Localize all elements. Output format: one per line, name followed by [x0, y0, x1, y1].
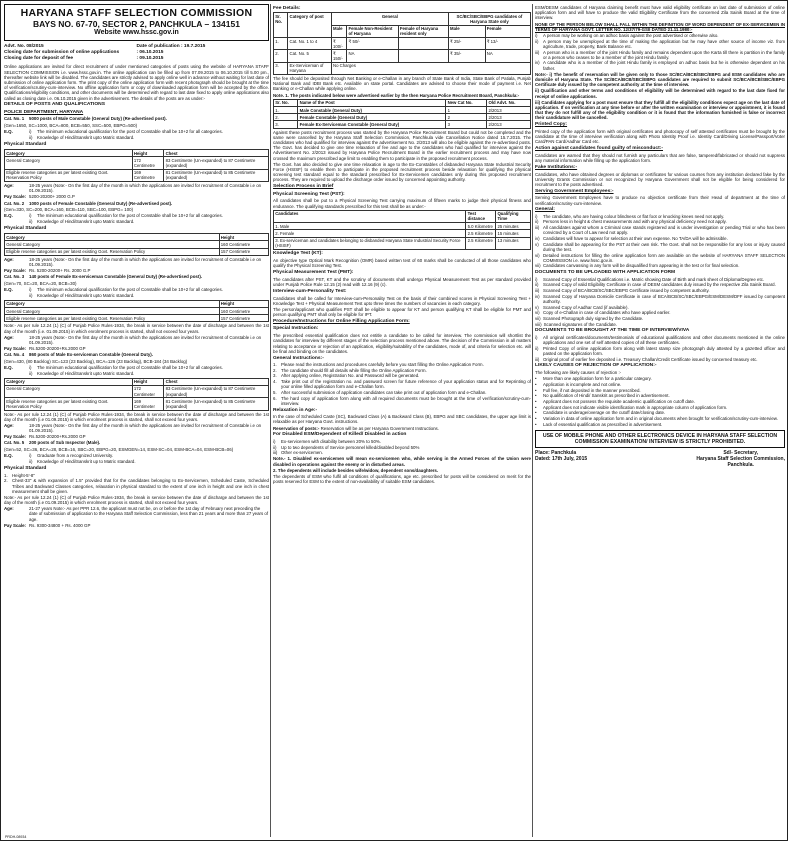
fake-text: Candidates, who have obtained degrees or diplomas or certificates for various courses from any institution declared fake by the University Grants Commission or not recognized by Haryana Government shall not be eligible for being considered for recruitment to the posts advertised. [535, 171, 785, 187]
place: Place: Panchkula [535, 450, 577, 457]
dated: Dated: 17th July, 2015 [535, 456, 588, 463]
details-heading: DETAILS OF POSTS AND QUALIFICATIONS [4, 102, 105, 108]
paragraph: Against these posts recruitment process was started by the Haryana Police Recruitment Board but could not be completed and the same were cancelled by the Haryana Staff Selection Commission, Panchkula vide Cancellation Notice dated 15.7.2015. The candidates who had qualified for interview against the advertisement No. 2/2013 will also be eligible against the re-advertised posts. The Govt. has decided to give one time relaxation of fee and age to the candidates who had qualified for interview against the Advertisement No. 2/2013 issued by Haryana Police Recruitment Board in the earlier recruitment process and may have now crossed the maximum prescribed age limit to enabling them to participate in the proposed recruitment process. [273, 129, 531, 161]
list-item: • Application is incomplete and not online. [535, 381, 622, 387]
eq: E.Q. i) The minimum educational qualification for the post of Constable shall be 10+2 for all categories. ii) Knowledge of Hindi/Sanskrit upto Matric standard. [4, 364, 223, 376]
age: Age: 21-27 years Note:- As per PPR 12.6, the applicant must not be, on or before the 1st day of February next preceding the date of submission of application to the Haryana Staff Selection Commission, less than 21 years and more than 27 years of age. [4, 506, 269, 522]
list-item: 5. After successful submission of application candidates can take print out of application form and e-Challan. [273, 389, 487, 395]
list-item: iv) Candidates will have to appear for selection at their own expense. No TA/DA will be admissible. [535, 236, 728, 242]
note-b: iii) Candidates applying for a post must ensure that they fulfill all the eligibility conditions expect age on the last date of application. If on verification at any time before or after the written examination or interview or appointment, it is found that they do not fulfill any of the eligibility condition or it is found that the information furnished is false or incorrect their candidature will be cancelled. [535, 99, 785, 121]
dept-heading: POLICE DEPARTMENT, HARYANA [4, 109, 84, 115]
table-row: 3. Female Ex-Serviceman Constable (General Duty) 3 2/2013 [274, 121, 531, 128]
list-item: ii) Scanned Copy of valid Eligibility Certificate in case of DESM candidates duly issued by the respective Zila Sainik Board. [535, 282, 776, 288]
pst-text: All candidates shall be put to a Physical Screening Test carrying maximum of fifteen marks to judge their physical fitness and endurance. The qualifying standards prescribed for this test shall be as under:- [273, 198, 531, 209]
list-item: ii) Printed Copy of online application form along with latest stamp size photograph duly attested by a gazetted officer and pasted on the application form. [535, 345, 785, 356]
old-advt-table: Sr. No. Name of the Post New Cat No. Old Advt. No. 1. Male Constable (General Duty) 1 2/2013 2. Female Constable (General Duty) 2 2/2013 3. Female Ex-Serviceman Constable (General Duty) 3 2/2013 [273, 99, 531, 129]
signature-block [535, 451, 785, 469]
list-item: iv) A candidate who is a member of the joint Hindu family is employed on adhoc basis but he is otherwise dependent on his father. [535, 60, 785, 71]
age-relax-heading: Relaxation in Age:- [273, 407, 318, 413]
eq: E.Q. i) The minimum educational qualification for the post of Constable shall be 10+2 for all categories. ii) Knowledge of Hindi/Sanskrit upto Matric standard. [4, 129, 269, 141]
publication-date: Date of publication : 19.7.2015 [136, 43, 206, 49]
pmt-heading: Physical Measurement Test (PMT): [273, 270, 354, 276]
commission-title: HARYANA STAFF SELECTION COMMISSION [20, 7, 253, 19]
list-item: iv) Scanned Copy of Haryana Domicile Certificate in case of BCA/BCB/SC/SBC/EBPG/ESM/DESM/DFF issued by competent authority. [535, 293, 785, 304]
note-1: Note. 1. The posts indicated below were advertised earlier by the then Haryana Police Recruitment Board, Panchkula:- [273, 92, 520, 98]
physical-heading: Physical Standard [4, 466, 47, 472]
list-item: v) Candidate shall be appearing for the PST at their own risk. The Govt. shall not be responsible for any loss or injury caused during the test. [535, 241, 785, 252]
interview-text: Candidates shall be called for Interview-cum-Personality Test on the basis of their combined scores in Physical Screening Test + Knowledge Test + Physical Measurement Test upto three times the numbers of vacancies in each category. [273, 295, 531, 306]
cat-5: Cat. No. 5 200 posts of Sub Inspector (Male). [4, 440, 101, 446]
pay: Pay Scale: Rs.5200-20200+Rs.2000 GP [4, 434, 86, 440]
eq: E.Q. i) Graduate from a recognized University. ii) Knowledge of Hindi/Sanskrit up to Matric standard. [4, 452, 136, 465]
list-item: 2. The candidate should fill all details while filling the Online Application Form. [273, 367, 427, 373]
table-row: Eligible reserve categories as per latest existing Govt. Reservation Policy 169 Centimetre 81 Centimetre (Un-expanded) to 85 Centimetre (expanded) [5, 169, 269, 181]
list-item: iii) Original proof of earlier fee deposited i.e. Treasury Challan/Credit Certificate issued by concerned treasury etc. [535, 356, 758, 362]
esm-note-1: Note.- 1. Disabled ex-servicemen will mean ex-servicemen who, while serving in the Armed Forces of the Union were disabled in operations against the enemy or in disturbed areas. [273, 456, 531, 467]
table-row: 3. Ex-Serviceman of Haryana No Charges [274, 62, 531, 74]
eq-2: Knowledge of Hindi/Sanskrit upto Matric standard. [37, 135, 135, 141]
general-heading: General Instructions:- [273, 355, 324, 361]
column-divider [270, 4, 271, 837]
selection-heading: Selection Process in Brief [273, 184, 334, 190]
list-item: iii) Scanned Copy of BCA/BCB/SC/SBC/EBPG Certificate issued by competent authority. [535, 288, 710, 293]
intro-paragraph: Online applications are invited for direct recruitment of under mentioned categories of posts using the website of HARYANA STAFF SELECTION COMMISSION i.e. www.hssc.gov.in. The online application can be filled up from 07.09.2015 to 06.10.2015 till 5.00 pm., thereafter website link will be disabled. The candidates are strictly advised to apply online well in advance without waiting for last date of submission of online application form. The print copy of the online application form with recent photograph should be brought at the time of verification/scrutiny-cum-interview. No offline application form or copy of downloaded application form will be accepted by the office. Qualifications/eligibility conditions, and other documents will be determined with regard to last date fixed to apply online applications also called as closing date i.e. 06.10.2015 given in the advertisement. The details of the posts are as under:- [4, 64, 269, 101]
cat-note: Note:- As per rule 12.24 (1) (C) of Punjab Police Rules-1934, the break in service between the date of discharge and between the 1st day of the month (i.e 01.09.2015) in which enrolment process is started, shall not exceed four years. [4, 494, 269, 506]
pay: Pay Scale: Rs.5200-20200+Rs.2000 GP [4, 346, 86, 352]
cat-1 [4, 116, 269, 121]
eq-1: The minimum educational qualification for the post of Constable shall be 10+2 for all categories. [37, 129, 223, 135]
table-row: 2. Cat. No. 5 ₹ 150/- NA ₹ 35/- NA [274, 50, 531, 62]
table-row: 1. Cat. No. 1 to 4 ₹ 100/- ₹ 50/- ₹ 25/- ₹ 13/- [274, 38, 531, 50]
commission-address: BAYS NO. 67-70, SECTOR 2, PANCHKULA – 134151 [33, 19, 240, 30]
interview-text-2: The person/applicant who qualifies PST shall be eligible to appear for KT and person qualifying KT shall be eligible for PMT and person qualifying PMT shall only be eligible for IPT. [273, 307, 531, 318]
cat-break: (Gen=52, SC=36, BCA=28, BCB=16, SBC=20, EBPG=20, ESMGEN=14, ESM-SC=04, ESM-BCA=04, ESM-BCB=06) [4, 446, 234, 452]
bring-heading: DOCUMENTS TO BE BROUGHT AT THE TIME OF INTERVIEW/VIVA [535, 328, 690, 334]
physical-heading: Physical Standard [4, 142, 47, 148]
list-item: • Applicant does not possess the requisite academic qualification on cutoff date. [535, 399, 695, 405]
procedure-heading: Procedure/Instructions for Online Filling Application Form: [273, 319, 410, 325]
special-heading: Special Instruction: [273, 326, 319, 332]
table-row: Eligible reserve categories as per latest existing Govt. Reservation Policy 157 Centimetre [5, 315, 269, 322]
cat-1-physical-table [4, 149, 269, 182]
pst-heading: Physical Screening Test (PST): [273, 191, 345, 197]
list-item: i) All original certificates/documents/testimonials of educational qualifications and other documents mentioned in the online applications and one set of self attested copies of all these certificates. [535, 334, 785, 345]
note-b: Note:- i) The benefit of reservation will be given only to those SC/BCA/BCB/SBC/EBPG and ESM candidates who are domicile of Haryana State. The SC/BCA/BCB/SBC/EBPG candidates are required to submit SC/BCA/BCB/SBC/EBPG Certificate duly issued by the competent authority at the time of interview. [535, 71, 785, 88]
closing-online-label: Closing date for submission of online applications [4, 50, 120, 56]
printed-text: Printed copy of the application form with original certificates and photocopy of self attested certificates must be brought by the candidate at the time of interview verification along with Photo Identity Proof i.e. Identity Card/Driving License/Passport/Voter Card/PAN Card/Aadhar Card etc. [535, 128, 785, 145]
pay: Pay Scale: 5200-20200+ 2000 G.P [4, 194, 75, 200]
list-item: 1. Please read the instructions and procedures carefully before you start filling the Online Application Form. [273, 361, 484, 367]
table-row: General Category 172 Centimetre 83 Centimetre (Un-expanded) to 87 Centimetre (expanded) [5, 157, 269, 169]
reject-intro: The following are likely causes of rejection :- [535, 370, 622, 376]
list-item: vi) Detailed instructions for filling the online application form are available on the website of HARYANA STAFF SELECTION COMMISSION i.e. www.hssc.gov.in. [535, 252, 785, 263]
kt-heading: Knowledge Test (KT): [273, 251, 323, 257]
list-item: 6. The hard copy of application form along with all required documents must be brought at the time of verification/scrutiny-cum-interview. [273, 395, 531, 406]
cat-3-physical-table: Category Height General Category 160 Centimetre Eligible reserve categories as per latest existing Govt. Reservation Policy 157 Centimetre [4, 300, 269, 323]
cat-break: (Gen=330, SC=200, BCA=160, BCB=110, SBC=100, EBPG= 100) [4, 206, 134, 212]
age: Age: 18-25 years (Note:- On the first day of the month in which the applications are invited for recruitment of Constable i.e on 01.09.2015). [4, 256, 262, 268]
list-item: ii) A person may be unemployed at the time of making the application but he may have other source of income viz. from agriculture, trade, property, Bank Balance etc. [535, 38, 785, 49]
age: Age: 18-25 years (Note:- On the first day of the month in which the applications are invited for recruitment of Constable i.e on 01.09.2015). [4, 334, 262, 346]
age-relax-text: In the case of Scheduled Caste (SC), Backward Class (A) & Backward Class (B), EBPG and SBC candidates, the upper age limit is relaxable as per Haryana Govt. instructions. [273, 414, 531, 425]
eq: E.Q. i) The minimum educational qualification for the post of Constable shall be 10+2 for all categories. ii) Knowledge of Hindi/Sanskrit upto Matric standard. [4, 212, 223, 225]
column-3 [535, 4, 785, 837]
table-row: 1. Male 5.0 Kilometre 25 minutes [274, 223, 531, 230]
table-row: 1. Male Constable (General Duty) 1 2/2013 [274, 106, 531, 113]
cat-break: (Gen=1650, SC=1000, BCA=800, BCB=550, SSC=500, EBPG=500) [4, 122, 138, 128]
list-item: • Candidate is underage/overage on the cutoff date/closing date. [535, 410, 666, 416]
list-item: vi) Copy of e-Challan in case of candidates who have applied earlier. [535, 310, 671, 316]
column-divider [532, 4, 533, 837]
signatory: Sd/- Secretary, [723, 450, 758, 457]
esm-note-2: 2. The dependents will include besides wife/widow, dependent sons/daughters. [273, 467, 439, 473]
list-item: viii) Scanned signatures of the Candidate. [535, 321, 618, 327]
serving-text: Serving Government Employees have to produce no objection certificate from their Head of department at the time of verification/scrutiny-cum-interview. [535, 195, 785, 206]
definition-heading: NONE OF THE PERSON BELOW SHALL FALL WITHIN THE DEFINITION OF WORD DEPENDENT OF EX-SERVICEMEN IN TERMS OF HARYANA GOVT. LETTER NO. 12/37/79-GSII DATED 21.11.1980:- [535, 21, 785, 32]
closing-fee-label: Closing date for deposit of fee [4, 56, 74, 62]
cat-title: 5000 posts of Male Constable (General Duty) (Re-advertised post). [29, 116, 167, 122]
office-name: Haryana Staff Selection Commission, [696, 456, 785, 463]
masthead [4, 4, 269, 41]
mobile-warning-box: USE OF MOBILE PHONE AND OTHER ELECTRONICS DEVICE IN HARYANA STAFF SELECTION COMMISSION EXAMINATION/ INTERVIEW IS STRICTLY PROHIBITED. [535, 430, 785, 448]
age: Age: 18-25 years (Note:- On the first day of the month in which the applications are invited for recruitment of Constable i.e on 01.09.2015). [4, 182, 262, 194]
kt-text: An objective type Optical Mark Recognition (OMR) based written test of 60 marks shall be conducted of all those candidates who qualify the Physical Screening Test. [273, 258, 531, 269]
pay: Pay Scale: Rs. 5200-20200+ Rs. 2000 G.P [4, 268, 91, 274]
general-heading-2: General: [535, 207, 555, 213]
advt-number: Advt. No. 08/2015 [4, 43, 44, 49]
table-row: Eligible reserve categories as per latest existing Govt. Reservation Policy 169 Centimeter 81 Centimetre (Un-expanded) to 85 Centimetre (expanded) [5, 398, 269, 410]
list-item: i) Scanned Copy of Essential Qualifications i.e. Matric showing Date of Birth and mark sheet of Diploma/Degree etc. [535, 276, 765, 282]
advt-dates [4, 44, 269, 63]
list-item: 2. Chest-33" & with expansion of 1.5" provided that for the candidates belonging to Ex-Servicemen, Scheduled Caste, Scheduled Tribes and Backward Classes categories, relaxation in physical standard to the extent of one inch in height and one inch in chest measurement shall be given. [4, 478, 269, 494]
list-item: • Variation in data of online application form and in original documents when brought for verification/scrutiny-cum-interview. [535, 416, 778, 422]
interview-heading: Interview-cum-Personality Test: [273, 288, 347, 294]
fee-heading: Fee Details: [273, 5, 301, 11]
reservation-text: Reservation of posts:- Reservation will be as per Haryana Government Instructions. [273, 425, 439, 431]
list-item: ii) Up to two dependents of Service personnel killed/disabled beyond 50% [273, 444, 420, 450]
list-item: • More than one application form for a particular category. [535, 376, 652, 382]
office-city: Panchkula. [727, 462, 754, 468]
eq: E.Q. i) The minimum educational qualification for the post of Constable shall be 10+2 for all categories. ii) Knowledge of Hindi/Sanskrit upto Matric standard. [4, 286, 223, 299]
fee-paragraph: The fee should be deposited through Net Banking or e-Challan in any branch of State Bank of India, State Bank of Patiala, Punjab National Bank and IDBI Bank etc. Available on state portal. Candidates are advised to choose their mode of payment i.e. Net Banking or e-Challan while applying online. [273, 75, 531, 92]
pay: Pay Scale: Rs. 9300-34800 + Rs. 4000 GP [4, 522, 91, 528]
docs-heading: DOCUMENTS TO BE UPLOADED WITH APPLICATION FORM [535, 270, 676, 276]
special-text: The prescribed essential qualification does not entitle a candidate to be called for interview. The commission will shortlist the candidates for interview by different stages of the selection process mentioned above. The decision of the Commission in all matters relating to acceptance or rejection of an application, eligibility/suitability of the candidates, mode of, and criteria for selection etc. will be final and binding on the candidates. [273, 333, 531, 354]
list-item: 4. Take print out of the registration no. and password screen for future reference of your application status and for Reprinting of your online filled application form and e-Challan form. [273, 378, 531, 390]
physical-heading: Physical Standard [4, 226, 47, 232]
esm-top: ESM/DESM candidates of Haryana claiming benefit must have valid eligibility certificate on last date of submission of online application form and will have to produce the valid Eligibility Certificate from the concerned Zila Sainik Board at the time of interview. [535, 5, 785, 21]
list-item: iii) A person who is a member of the joint Hindu family and remains dependent upon the Karta till there is partition in the family or a person who ceases to be a member of the joint Hindu family. [535, 49, 785, 60]
column-1 [4, 4, 269, 837]
cat-3: Cat. No. 3 140 posts of Female Ex-serviceman Constable (General Duty) (Re-advertised post). [4, 274, 202, 280]
list-item: i) The candidate, who are having colour blindness or flat foot or knocking knees need not apply. [535, 213, 725, 219]
table-row: 3. Ex-serviceman and candidates belonging to disbanded Haryana State Industrial Security Force (HSISF) 2.5 Kilometre 13 minutes [274, 237, 531, 249]
th: Height [132, 150, 164, 157]
cat-note: Note:- As per rule 12.24 (1) (C) of Punjab Police Rules-1934, the break in service between the date of discharge and between the 1st day of the month (i.e 01.09.2015) in which enrolment process is started, shall not exceed four years. [4, 411, 269, 422]
table-row: General Category 160 Centimetre [5, 241, 269, 248]
printed-heading: Printed Copy: [535, 122, 568, 128]
esm-tail: The dependents of ESM who fulfil all conditions of qualifications, age etc. prescribed for posts will be considered on merit for the posts reserved for ESM to the extent of non-availability of suitable ESM candidates. [273, 473, 531, 485]
closing-fee-date: : 09.10.2015 [136, 56, 164, 62]
cat-break: (Gen=70, SC=20, BCA=20, BCB=30) [4, 280, 77, 286]
list-item: v) Scanned Copy of Aadhar Card (if available). [535, 304, 629, 310]
cat-2: Cat. No. 2 1000 posts of Female Constable (General Duty) (Re-advertised post). [4, 200, 173, 206]
list-item: vii) Scanned Photograph duly signed by the Candidate. [535, 315, 644, 321]
action-text: Candidates are warned that they should not furnish any particulars that are false, tampered/fabricated or should not suppress any material information while filling up the application form. [535, 152, 785, 163]
list-item: • Full fee, if not deposited in the manner prescribed. [535, 387, 641, 393]
table-row: Eligible reserve categories as per latest existing Govt. Reservation Policy 157 Centimetre [5, 248, 269, 255]
pmt-text: The candidates after PST, KT and the scrutiny of documents shall undergo Physical Measurement Test as per standard provided under Punjab Police Rule 12.15 (2) read with 12.16 (9) (c). [273, 276, 531, 288]
cat-break: (Gen=430, (80 Backlog) SC=123 (23 Backlog), BCA=126 (23 Backlog), BCB-184 (34 Backlog) [4, 358, 188, 364]
fee-table: Sr. No. Category of post General SC/BC/SBC/EBPG candidates of Haryana State only Male Female Non-Resident of Haryana Female of Haryana resident only Male Female 1. Cat. No. 1 to 4 ₹ 100/- ₹ 50/- ₹ 25/- ₹ 13/- 2. Cat. No. 5 ₹ 150/- NA ₹ 35/- NA 3. Ex-Serviceman of Haryana No Charges [273, 12, 531, 75]
list-item: • No qualification of Hindi/ Sanskrit as prescribed in advertisement. [535, 393, 670, 399]
list-item: iii) All candidates against whom a Criminal case stands registered and is under investigation or pending Trial or who has been convicted by a Court of Law need not apply. [535, 225, 785, 236]
esm-heading: For Disabled ESM/Dependent of Killed/ Disabled in action [273, 432, 407, 438]
table-row: 2. Female Constable (General Duty) 2 2/2013 [274, 114, 531, 121]
column-2 [273, 4, 531, 837]
cat-4-physical-table: Category Height Chest General Category 172 Centimeter 83 Centimetre (Un-expanded) to 87 Centimetre (expanded) Eligible reserve categories as per latest existing Govt. Reservation Policy 169 Centimeter 81 Centimetre (Un-expanded) to 85 Centimetre (expanded) [4, 378, 269, 411]
cat-2-physical-table: Category Height General Category 160 Centimetre Eligible reserve categories as per latest existing Govt. Reservation Policy 157 Centimetre [4, 233, 269, 256]
table-row: General Category 160 Centimetre [5, 307, 269, 314]
action-heading: Action against candidates found guilty of misconduct:- [535, 145, 663, 151]
commission-website: Website www.hssc.gov.in [94, 29, 179, 37]
list-item: 1. Height-5'-8" [4, 472, 35, 478]
cat-key: Cat. No. 1 [4, 116, 25, 122]
list-item: • Applicant does not indicate visible identification mark in appropriate column of application form. [535, 404, 728, 410]
table-row: 2. Female 2.5 Kilometre 15 minutes [274, 230, 531, 237]
th: Category [5, 150, 133, 157]
cat-4: Cat. No. 4 860 posts of Male Ex-serviceman Constable (General Duty). [4, 352, 153, 358]
closing-online-date: : 06.10.2015 [136, 50, 164, 56]
reject-heading: LIKELY CAUSES OF REJECTION OF APPLICATION:- [535, 363, 657, 369]
pst-table: Candidates Test distance Qualifying Time 1. Male 5.0 Kilometre 25 minutes 2. Female 2.5 Kilometre 15 minutes 3. Ex-serviceman and candidates belonging to disbanded Haryana State Industrial Security Force (HSISF) 2.5 Kilometre 13 minutes [273, 210, 531, 250]
note-b: ii) Qualification and other terms and conditions of eligibility will be determined with regard to the last date fixed for receipt of online applications. [535, 88, 785, 99]
th: Chest [164, 150, 269, 157]
list-item: • Lack of essential qualification as prescribed in advertisement. [535, 421, 663, 427]
cat-note: Note:- As per rule 12.24 (1) (C) of Punjab Police Rules-1934, the break in service between the date of discharge and between the 1st day of the month (i.e. 01.09.2015) in which enrolment process is started, shall not exceed four years. [4, 323, 269, 334]
list-item: ii) Persons less in height & chest measurements and with any physical deficiency need not apply. [535, 219, 727, 225]
print-code: PRDH-08934 [5, 834, 27, 839]
serving-heading: Serving Government Employees:- [535, 188, 614, 194]
table-row: General Category 172 Centimeter 83 Centimetre (Un-expanded) to 87 Centimetre (expanded) [5, 385, 269, 397]
list-item: 3. After applying online, Registration No. and Password will be generated. [273, 373, 420, 379]
paragraph: The Govt. has also decided to give one time relaxation in age to the Ex-Constables of disbanded Haryana State Industrial Security Force (HSISF) to enable them to participate in the proposed recruitment process beside relaxation for qualifying the physical screening test standard equal to the standard prescribed for Ex-Servicemen candidates only during this proposed recruitment process. They are required to upload the discharge order issued by concerned appointing authority. [273, 161, 531, 183]
list-item: i) Ex-servicemen with disability between 20% to 50%. [273, 438, 382, 444]
list-item: vii) Candidates canvassing in any form will be disqualified from appearing in the test or for final selection. [535, 263, 740, 269]
age: Age: 18-25 years (Note:- On the first day of the month in which the applications are invited for recruitment of Constable i.e on 01.09.2015). [4, 422, 262, 434]
fake-heading: Fake Institutions:- [535, 164, 578, 170]
list-item: iii) Other ex-servicemen. [273, 450, 323, 456]
list-item: i) A person may be working on an adhoc basis against the post advertised or otherwise also. [535, 32, 719, 38]
